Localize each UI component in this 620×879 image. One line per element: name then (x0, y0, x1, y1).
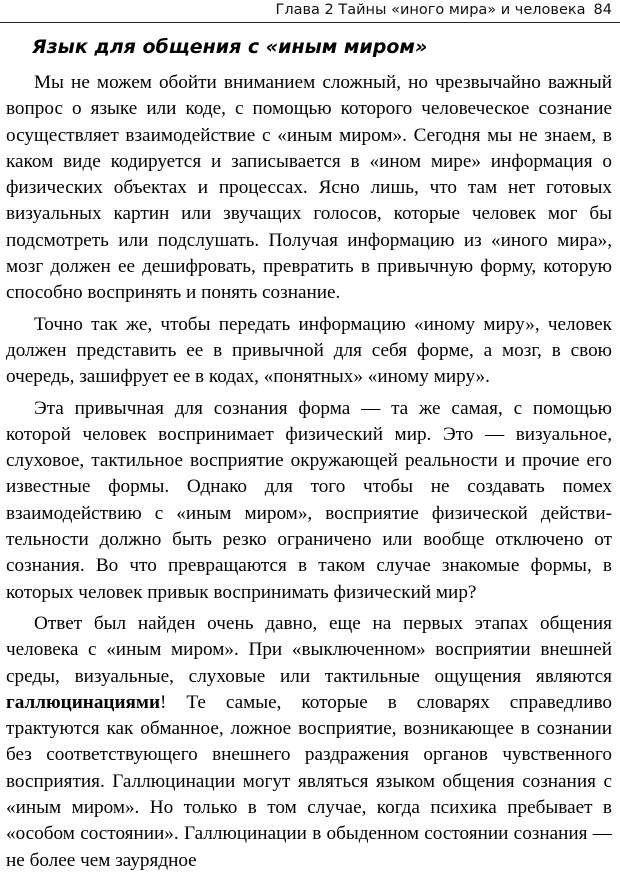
running-header (8, 2, 612, 18)
chapter-title: Глава 2 Тайны «иного мира» и человека (275, 2, 586, 18)
paragraph-4-start: Ответ был найден очень давно, еще на первых этапах общения человека с «иным миром». При «выключенном» восприятии внешней среды, визуальные, слуховые или тактильные ощущения являются (6, 612, 612, 687)
body-text (6, 70, 612, 879)
paragraph-4-end: ! Те самые, которые в словарях справедливо трактуются как обманное, ложное восприятие, возникающее в сознании без соответствующего внешнего раздражения органов чувственного восприятия. Галлюцинации могут являться языком общения сознания с «иным миром». Но только в том случае, когда психика пребывает в «особом состоянии». Галлюцинации в обыденном состоянии сознания — не более чем заурядное (6, 691, 612, 871)
page-number: 84 (593, 2, 612, 18)
bold-term: галлюцинациями (6, 691, 161, 713)
paragraph-4 (6, 611, 612, 874)
paragraph-1: Мы не можем обойти вниманием сложный, но чрезвычайно важный вопрос о языке или коде, с помощью которого человеческое сознание осуществляет взаимодействие с «иным миром». Сегодня мы не знаем, в каком виде кодируется и записывается в «ином мире» информация о физических объектах и процессах. Ясно лишь, что там нет готовых визуальных картин или звучащих голосов, которые человек мог бы подсмотреть или подслушать. Получая информацию из «иного мира», мозг должен ее дешифровать, превратить в привычную форму, которую способно воспринять и понять сознание. (6, 72, 612, 304)
paragraph-2: Точно так же, чтобы передать информацию «иному миру», человек должен представить ее в привычной для себя форме, а мозг, в свою очередь, зашифрует ее в кодах, «понятных» «иному миру». (6, 313, 612, 388)
section-title: Язык для общения с «иным миром» (32, 36, 428, 58)
paragraph-3: Эта привычная для сознания форма — та же самая, с помощью которой человек воспринимает физический мир. Это — визуальное, слуховое, тактильное восприятие окружающей реальности и прочие его известные формы. Однако для того чтобы не создавать помех взаимодействию с «иным миром», восприятие физической действительности должно быть резко ограничено или вообще отключено от сознания. Во что превращаются в таком случае знакомые формы, в которых человек привык воспринимать физический мир? (6, 397, 612, 603)
header-divider (0, 22, 620, 23)
